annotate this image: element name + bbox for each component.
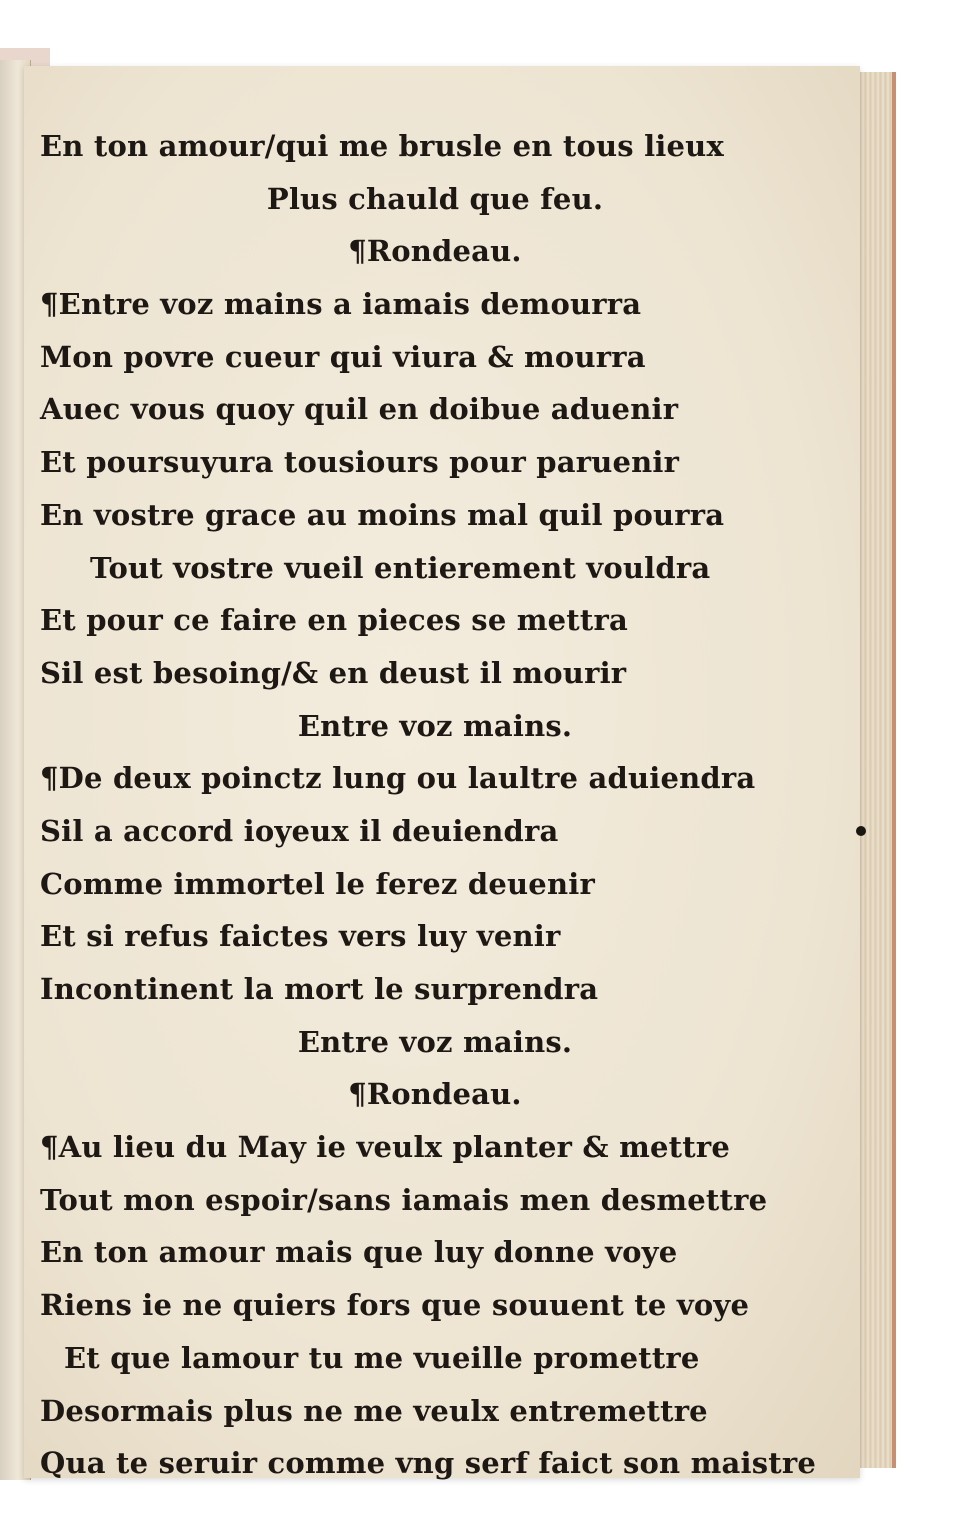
text-line: Mon povre cueur qui viura & mourra bbox=[40, 339, 646, 374]
text-line: En ton amour/qui me brusle en tous lieux bbox=[40, 129, 724, 163]
text-line: En vostre grace au moins mal quil pourra bbox=[40, 497, 725, 532]
text-line: ¶Entre voz mains a iamais demourra bbox=[40, 287, 642, 322]
margin-dot bbox=[856, 826, 866, 836]
text-line: Desormais plus ne me veulx entremettre bbox=[40, 1393, 708, 1428]
text-line: ¶Rondeau. bbox=[348, 1077, 522, 1112]
text-line: Et si refus faictes vers luy venir bbox=[40, 919, 561, 954]
text-line: Et poursuyura tousiours pour paruenir bbox=[40, 445, 680, 480]
text-line: Comme immortel le ferez deuenir bbox=[40, 866, 595, 901]
text-line: Sil est besoing/& en deust il mourir bbox=[40, 655, 627, 690]
text-line: Tout mon espoir/sans iamais men desmettre bbox=[40, 1182, 768, 1217]
text-line: Tout vostre vueil entierement vouldra bbox=[90, 550, 711, 585]
text-line: Entre voz mains. bbox=[297, 1024, 573, 1059]
text-line: Plus chauld que feu. bbox=[266, 181, 604, 216]
text-line: Auec vous quoy quil en doibue aduenir bbox=[40, 392, 679, 427]
text-line: ¶Au lieu du May ie veulx planter & mettre bbox=[40, 1130, 730, 1165]
text-line: Riens ie ne quiers fors que souuent te voye bbox=[40, 1288, 750, 1323]
text-line: ¶Rondeau. bbox=[348, 234, 522, 269]
text-line: Sil a accord ioyeux il deuiendra bbox=[40, 813, 559, 848]
text-line: En ton amour mais que luy donne voye bbox=[40, 1235, 678, 1270]
text-line: Incontinent la mort le surprendra bbox=[40, 972, 599, 1006]
text-line: ¶De deux poinctz lung ou laultre aduiendra bbox=[40, 761, 756, 796]
page-text bbox=[40, 120, 830, 1490]
text-line: Qua te seruir comme vng serf faict son maistre bbox=[40, 1446, 816, 1481]
text-line: Entre voz mains. bbox=[297, 708, 573, 743]
text-line: Et pour ce faire en pieces se mettra bbox=[40, 603, 628, 638]
text-line: Et que lamour tu me vueille promettre bbox=[64, 1340, 700, 1375]
